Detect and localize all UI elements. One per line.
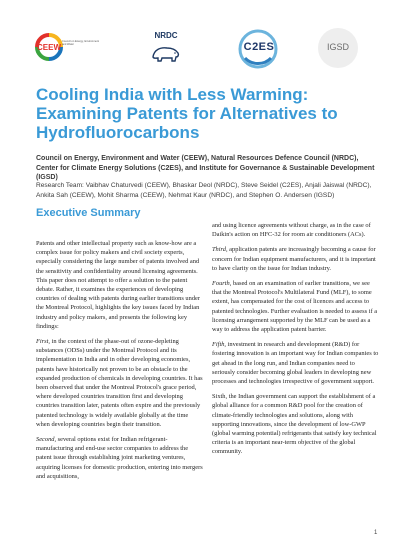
- bear-icon: [150, 41, 182, 65]
- ceew-logo-icon: [34, 32, 64, 62]
- ceew-caption: Council on Energy, Environment and Water: [62, 40, 100, 47]
- page-title: Cooling India with Less Warming: Examining Patents for Alternatives to Hydrofluorocarbons: [36, 85, 338, 142]
- paragraph: and using licence agreements without charge, as in the case of Daikin's action on HFC-32 for room air conditioners (ACs).: [212, 222, 371, 239]
- right-column: [212, 221, 379, 463]
- paragraph: [36, 435, 203, 481]
- nrdc-wordmark: NRDC: [154, 31, 178, 40]
- paragraph-lead: First,: [36, 338, 51, 346]
- paragraph-text: based on an examination of earlier transitions, we see that the Montreal Protocol's Multilateral Fund (MLF), to some extent, has compensated for the cost of licences and access to patented technologies. Further evaluation is needed to assess if a licensing arrangement supported by the MLF can be used as a way to address the application patent barrier.: [212, 280, 378, 334]
- igsd-logo: [318, 28, 360, 68]
- section-title: Executive Summary: [36, 207, 141, 219]
- paragraph-text: several options exist for Indian refrigerant-manufacturing and end-use sector companies to address the patent issue through establishing joint marketing ventures, acquiring licenses for domestic production, entering into mergers and acquisitions,: [36, 436, 203, 480]
- paragraph-lead: Third,: [212, 246, 228, 254]
- c2es-wordmark: C2ES: [243, 41, 275, 53]
- paragraph-lead: Fifth,: [212, 341, 227, 349]
- paragraph-text: in the context of the phase-out of ozone-depleting substances (ODSs) under the Montreal Protocol and its implementation in India and in other developing economies, patents have historically not proven to be an obstacle to the expanded production of chemicals in developing countries. It has been observed that under the Montreal Protocol's grace period, where developed countries transition first and developing countries transition later, patents often expire and the previously patented technology is widely available globally at the time when developing countries begin their transition.: [36, 338, 203, 428]
- research-team-line: Research Team: Vaibhav Chaturvedi (CEEW), Bhaskar Deol (NRDC), Steve Seidel (C2ES), Anjali Jaiswal (NRDC), Ankita Sah (CEEW), Mohit Sharma (CEEW), Nehmat Kaur (NRDC), and Stephen O. Andersen (IGSD): [36, 182, 372, 199]
- paragraph: [212, 245, 379, 273]
- c2es-logo: [235, 28, 283, 68]
- page-number: 1: [374, 530, 378, 536]
- ceew-mark-text: CEEW: [37, 43, 61, 52]
- paragraph: [36, 337, 203, 429]
- left-column: [36, 227, 203, 487]
- organizations-line: Council on Energy, Environment and Water (CEEW), Natural Resources Defence Council (NRDC), Center for Climate Energy Solutions (C2ES), and Institute for Governance & Sustainable Development (IGSD): [36, 155, 375, 181]
- paragraph: [212, 340, 379, 386]
- paragraph-text: application patents are increasingly becoming a cause for concern for Indian equipment manufacturers, and it is important to have clarity on the issue for Indian industry.: [212, 246, 376, 272]
- partner-logos: [0, 28, 411, 72]
- paragraph: Sixth, the Indian government can support the establishment of a global alliance for a common R&D pool for the creation of climate-friendly technologies and solutions, along with supporting innovations, since the development of low-GWP (global warming potential) refrigerants that satisfy key technical criteria is an important near-term objective of the global community.: [212, 393, 377, 456]
- paragraph-lead: Second,: [36, 436, 57, 444]
- paragraph: [212, 279, 379, 334]
- ceew-logo: [34, 28, 108, 68]
- paragraph-lead: Fourth,: [212, 280, 232, 288]
- paragraph-text: investment in research and development (R&D) for fostering innovation is an important way for Indian companies to get ahead in the long run, and Indian companies need to seriously consider becoming global leaders in developing new processes and technologies irrespective of government support.: [212, 341, 379, 386]
- igsd-wordmark: IGSD: [326, 42, 349, 52]
- nrdc-logo: [143, 28, 189, 68]
- paragraph: Patents and other intellectual property such as know-how are a complex issue for policy makers and civil society experts, especially considering the large number of patents involved and the sensitivity and confidentiality around licensing agreements. This paper does not attempt to offer a solution to the patent debate. Rather, it examines the experiences of developing countries of dealing with patents during earlier transitions under the Montreal Protocol, highlights the key issues faced by Indian industry and policy makers, and presents the following key findings:: [36, 240, 200, 330]
